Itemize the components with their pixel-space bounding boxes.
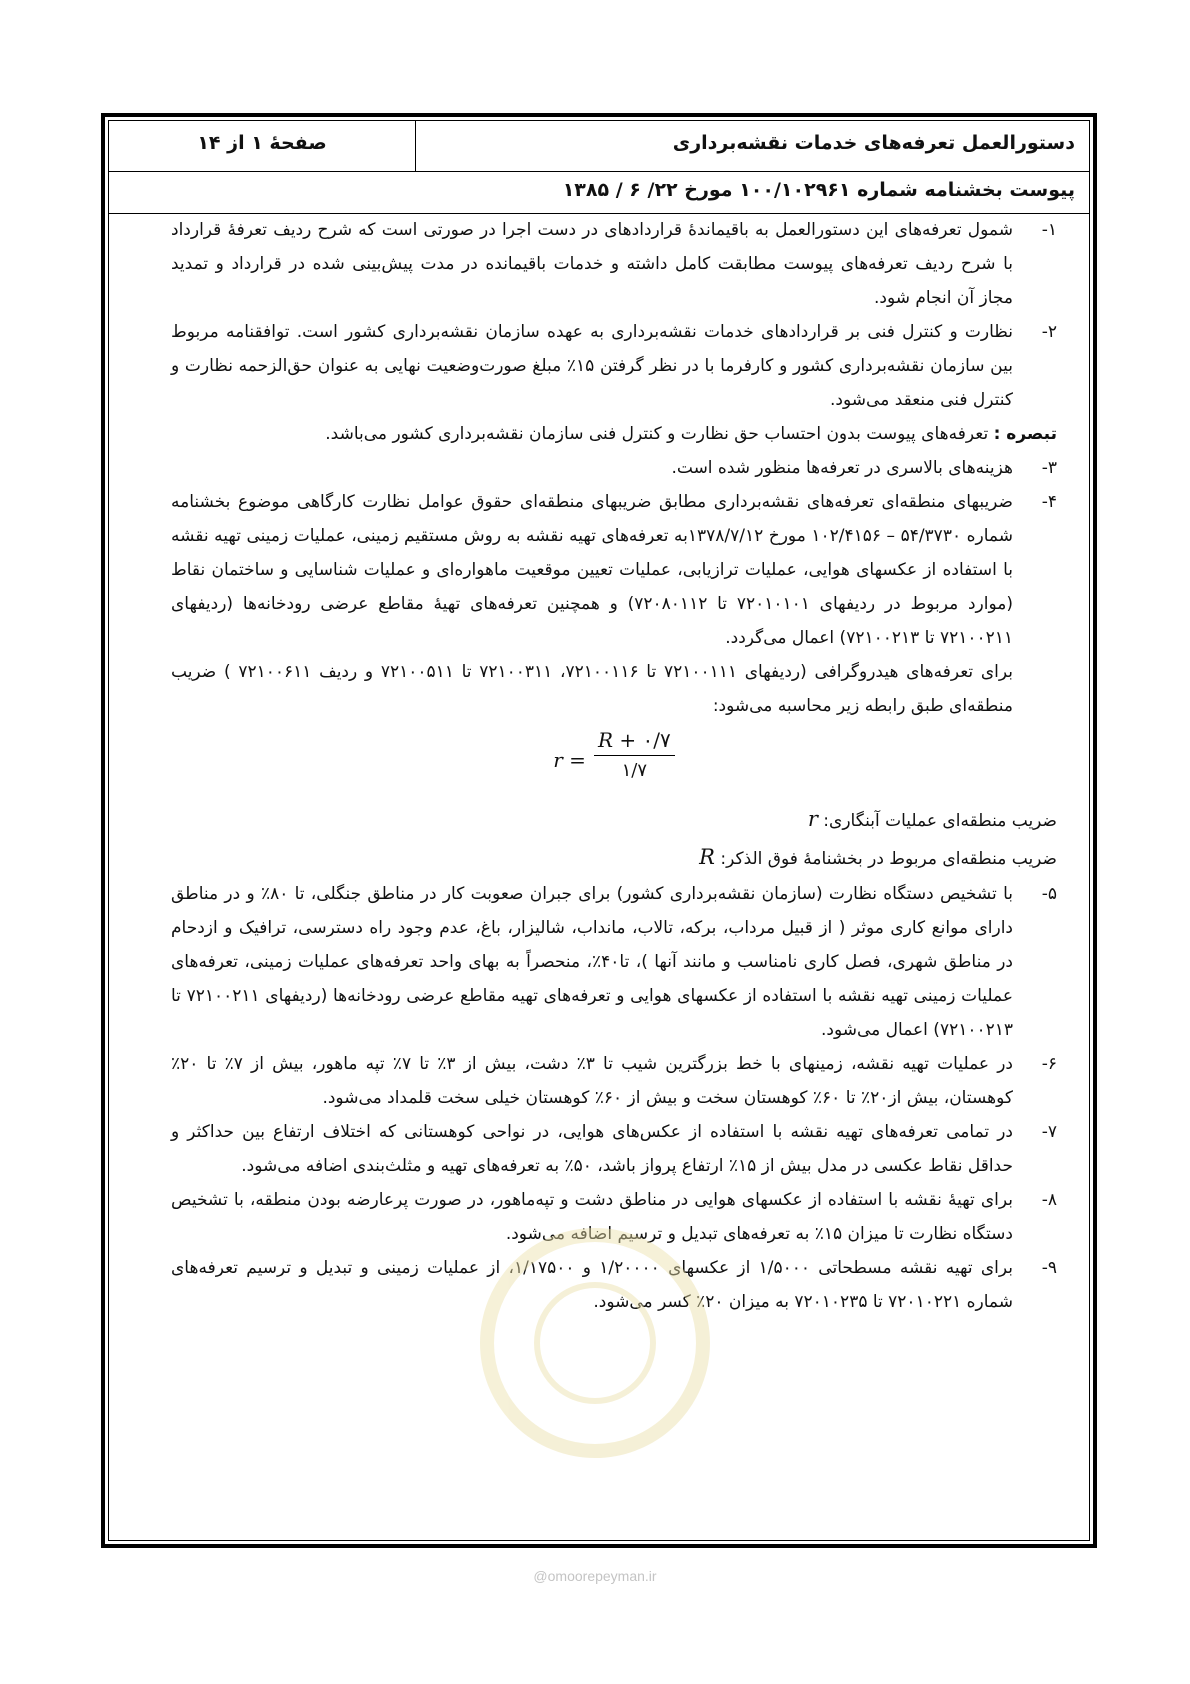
list-item — [171, 1115, 1057, 1183]
document-body — [171, 213, 1057, 1319]
definition-line — [171, 839, 1057, 877]
list-item — [171, 877, 1057, 1047]
list-item — [171, 315, 1057, 417]
definition-line — [171, 801, 1057, 839]
item-number: ۷- — [1041, 1122, 1057, 1142]
formula-numerator — [594, 725, 675, 756]
item-text: هزینه‌های بالاسری در تعرفه‌ها منظور شده است. — [671, 458, 1013, 478]
list-item — [171, 213, 1057, 315]
item-number: ۲- — [1041, 322, 1057, 342]
formula-lhs: r = — [553, 748, 586, 772]
list-item — [171, 1047, 1057, 1115]
item-number: ۳- — [1041, 458, 1057, 478]
note-label: تبصره : — [993, 424, 1057, 444]
item-text: ضریبهای منطقه‌ای تعرفه‌های نقشه‌برداری مطابق ضریبهای منطقه‌ای حقوق عوامل نظارت کارگاهی موضوع بخشنامه شماره ۵۴/۳۷۳۰ – ۱۰۲/۴۱۵۶ مورخ ۱۳۷۸/۷/۱۲به تعرفه‌های تهیه نقشه به روش مستقیم زمینی، عملیات زمینی تهیه نقشه با استفاده از عکسهای هوایی، عملیات ترازیابی، عملیات تعیین موقعیت ماهواره‌ای و عملیات شناسایی و ساختمان نقاط (موارد مربوط در ردیفهای ۷۲۰۱۰۱۰۱ تا ۷۲۰۸۰۱۱۲) و همچنین تعرفه‌های تهیهٔ مقاطع عرضی رودخانه‌ها (ردیفهای ۷۲۱۰۰۲۱۱ تا ۷۲۱۰۰۲۱۳) اعمال می‌گردد. — [171, 492, 1013, 648]
header-divider — [415, 121, 416, 171]
item-number: ۸- — [1041, 1190, 1057, 1210]
circular-reference: پیوست بخشنامه شماره ۱۰۰/۱۰۲۹۶۱ مورخ ۲۲/ ۶ / ۱۳۸۵ — [562, 179, 1075, 201]
item-text: در تمامی تعرفه‌های تهیه نقشه با استفاده از عکس‌های هوایی، در نواحی کوهستانی که اختلاف ارتفاع بین حداکثر و حداقل نقاط عکسی در مدل بیش از ۱۵٪ ارتفاع پرواز باشد، ۵۰٪ به تعرفه‌های تهیه و مثلث‌بندی اضافه می‌شود. — [171, 1122, 1013, 1176]
document-title: دستورالعمل تعرفه‌های خدمات نقشه‌برداری — [672, 132, 1075, 154]
formula-fraction — [594, 725, 675, 795]
watermark-seal — [480, 1228, 710, 1458]
formula — [171, 725, 1057, 795]
footer-url: @omoorepeyman.ir — [533, 1568, 657, 1584]
formula-denominator: ۱/۷ — [621, 760, 648, 781]
item-text: نظارت و کنترل فنی بر قراردادهای خدمات نقشه‌برداری به عهده سازمان نقشه‌برداری کشور است. توافقنامه مربوط بین سازمان نقشه‌برداری کشور و کارفرما با در نظر گرفتن ۱۵٪ مبلغ صورت‌وضعیت نهایی به عنوان حق‌الزحمه نظارت و کنترل فنی منعقد می‌شود. — [171, 322, 1013, 410]
definition-symbol: R — [699, 845, 715, 869]
item-text: برای تهیه نقشه مسطحاتی ۱/۵۰۰۰ از عکسهای ۱/۲۰۰۰۰ و ۱/۱۷۵۰۰، از عملیات زمینی و تبدیل و ترسیم تعرفه‌های شماره ۷۲۰۱۰۲۲۱ تا ۷۲۰۱۰۲۳۵ به میزان ۲۰٪ کسر می‌شود. — [171, 1258, 1013, 1312]
list-item — [171, 451, 1057, 485]
definition-text: ضریب منطقه‌ای عملیات آبنگاری: — [817, 811, 1057, 831]
item-number: ۴- — [1041, 492, 1057, 512]
definition-symbol: r — [807, 807, 818, 831]
item-text: با تشخیص دستگاه نظارت (سازمان نقشه‌برداری کشور) برای جبران صعوبت کار در مناطق جنگلی، تا ۸۰٪ و در مناطق دارای موانع کاری موثر ( از قبیل مرداب، برکه، تالاب، مانداب، شالیزار، باغ، عدم وجود راه دسترسی، ترافیک و ازدحام در مناطق شهری، فصل کاری نامناسب و مانند آنها )، تا۴۰٪، منحصراً به بهای واحد تعرفه‌های عملیات زمینی، تعرفه‌های عملیات زمینی تهیه نقشه با استفاده از عکسهای هوایی و تعرفه‌های تهیه مقاطع عرضی رودخانه‌ها (ردیفهای ۷۲۱۰۰۲۱۱ تا ۷۲۱۰۰۲۱۳) اعمال می‌شود. — [171, 884, 1013, 1040]
subtitle-row — [109, 171, 1089, 214]
item-number: ۵- — [1041, 884, 1057, 904]
note-text: تعرفه‌های پیوست بدون احتساب حق نظارت و کنترل فنی سازمان نقشه‌برداری کشور می‌باشد. — [325, 424, 994, 444]
page-number: صفحهٔ ۱ از ۱۴ — [197, 132, 327, 154]
item-number: ۶- — [1041, 1054, 1057, 1074]
item-number: ۹- — [1041, 1258, 1057, 1278]
item-text: شمول تعرفه‌های این دستورالعمل به باقیماندهٔ قراردادهای در دست اجرا در صورتی است که شرح ردیف تعرفهٔ قرارداد با شرح ردیف تعرفه‌های پیوست مطابقت کامل داشته و خدمات باقیمانده در مدت پیش‌بینی شده در قرارداد و تمدید مجاز آن انجام شود. — [171, 220, 1013, 308]
item-number: ۱- — [1041, 220, 1057, 240]
formula-variable: R — [597, 728, 614, 752]
formula-numerator-rest: + ۰/۷ — [613, 728, 671, 752]
item-text-continued: برای تعرفه‌های هیدروگرافی (ردیفهای ۷۲۱۰۰۱۱۱ تا ۷۲۱۰۰۱۱۶، ۷۲۱۰۰۳۱۱ تا ۷۲۱۰۰۵۱۱ و ردیف ۷۲۱۰۰۶۱۱ ) ضریب منطقه‌ای طبق رابطه زیر محاسبه می‌شود: — [171, 662, 1014, 716]
list-item — [171, 485, 1057, 723]
header-row — [109, 121, 1089, 172]
item-text: برای تهیهٔ نقشه با استفاده از عکسهای هوایی در مناطق دشت و تپه‌ماهور، در صورت پرعارضه بودن منطقه، با تشخیص دستگاه نظارت تا میزان ۱۵٪ به تعرفه‌های تبدیل و ترسیم اضافه می‌شود. — [171, 1190, 1013, 1244]
note — [171, 417, 1057, 451]
item-text: در عملیات تهیه نقشه، زمینهای با خط بزرگترین شیب تا ۳٪ دشت، بیش از ۳٪ تا ۷٪ تپه ماهور، بیش از ۷٪ تا ۲۰٪ کوهستان، بیش از۲۰٪ تا ۶۰٪ کوهستان سخت و بیش از ۶۰٪ کوهستان خیلی سخت قلمداد می‌شود. — [171, 1054, 1013, 1108]
definition-text: ضریب منطقه‌ای مربوط در بخشنامهٔ فوق الذکر: — [714, 849, 1057, 869]
